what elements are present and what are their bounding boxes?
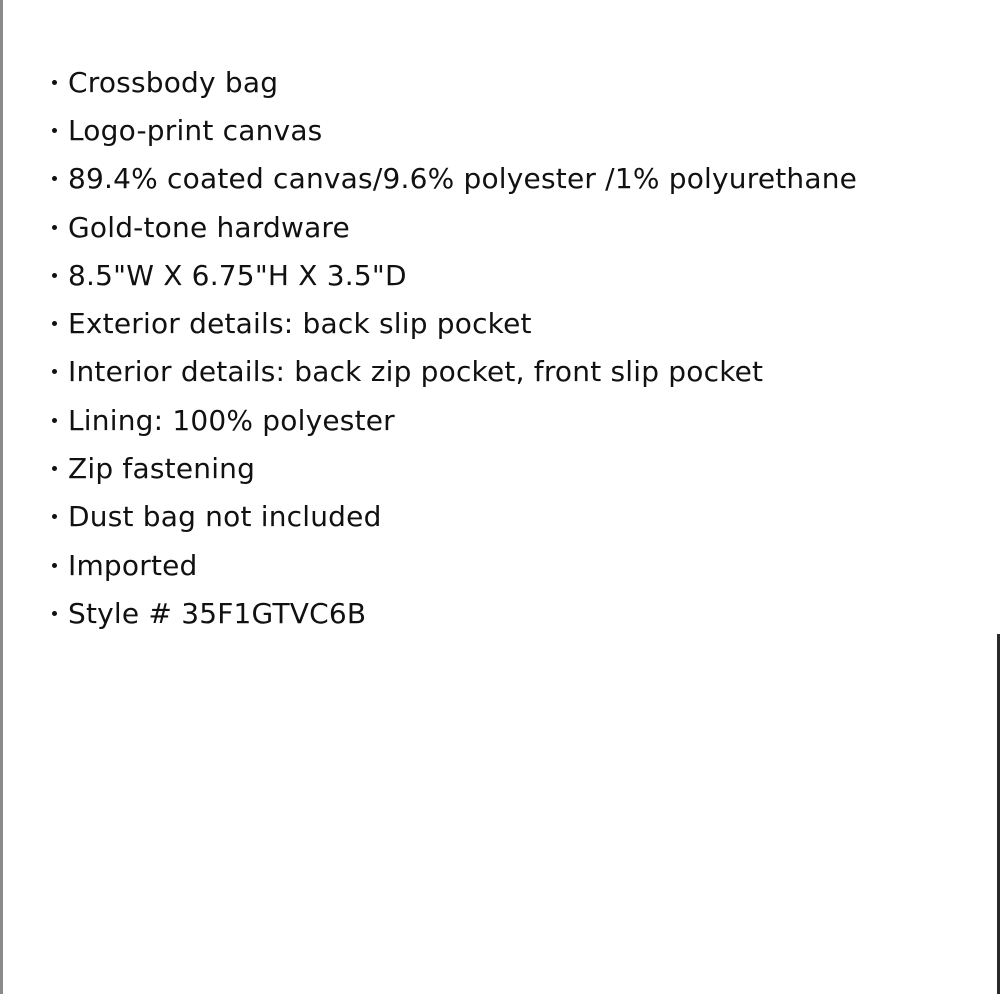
bullet-dot-icon	[52, 80, 57, 85]
list-item	[52, 203, 952, 251]
list-item	[52, 348, 952, 396]
list-item	[52, 396, 952, 444]
list-item	[52, 444, 952, 492]
bullet-dot-icon	[52, 176, 57, 181]
detail-text: 89.4% coated canvas/9.6% polyester /1% polyurethane	[68, 162, 858, 196]
detail-text: Logo-print canvas	[68, 113, 323, 147]
list-item	[52, 299, 952, 347]
bullet-dot-icon	[52, 369, 57, 374]
bullet-dot-icon	[52, 273, 57, 278]
list-item	[52, 106, 952, 154]
list-item	[52, 493, 952, 541]
detail-text: Style # 35F1GTVC6B	[68, 596, 367, 630]
detail-text: Lining: 100% polyester	[68, 403, 395, 437]
list-item	[52, 589, 952, 637]
detail-text: Interior details: back zip pocket, front slip pocket	[68, 355, 764, 389]
detail-text: Gold-tone hardware	[68, 210, 350, 244]
detail-text: 8.5"W X 6.75"H X 3.5"D	[68, 258, 407, 292]
list-item	[52, 251, 952, 299]
bullet-dot-icon	[52, 466, 57, 471]
detail-text: Dust bag not included	[68, 500, 382, 534]
bullet-dot-icon	[52, 128, 57, 133]
bullet-dot-icon	[52, 321, 57, 326]
detail-text: Crossbody bag	[68, 65, 279, 99]
detail-text: Imported	[68, 548, 198, 582]
list-item	[52, 58, 952, 106]
detail-text: Exterior details: back slip pocket	[68, 307, 532, 341]
bullet-dot-icon	[52, 563, 57, 568]
detail-text: Zip fastening	[68, 452, 256, 486]
left-border	[0, 0, 3, 994]
product-details-list	[52, 58, 952, 638]
bullet-dot-icon	[52, 611, 57, 616]
bullet-dot-icon	[52, 418, 57, 423]
list-item	[52, 541, 952, 589]
bullet-dot-icon	[52, 514, 57, 519]
bullet-dot-icon	[52, 225, 57, 230]
list-item	[52, 155, 952, 203]
